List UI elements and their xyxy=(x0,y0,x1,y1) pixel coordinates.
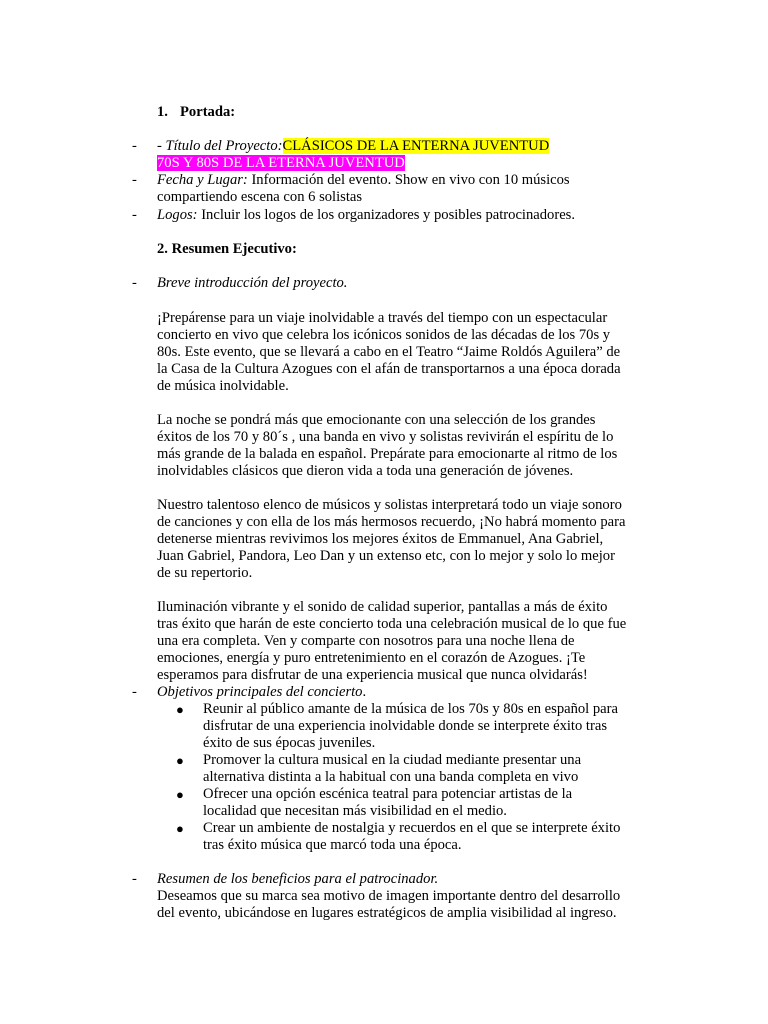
fecha-lugar-label: Fecha y Lugar: xyxy=(157,172,248,188)
project-title-subtitle: 70S Y 80S DE LA ETERNA JUVENTUD xyxy=(157,155,405,171)
paragraph-4-line: Iluminación vibrante y el sonido de calidad superior, pantallas a más de éxito xyxy=(157,599,608,615)
list-dash: - xyxy=(132,172,137,188)
paragraph-3-line: Nuestro talentoso elenco de músicos y solistas interpretará todo un viaje sonoro xyxy=(157,497,622,513)
list-dash: - xyxy=(132,684,137,700)
list-dash: - xyxy=(132,275,137,291)
beneficios-text-line: Deseamos que su marca sea motivo de imagen importante dentro del desarrollo xyxy=(157,888,621,904)
paragraph-4-line: tras éxito que harán de este concierto toda una celebración musical de lo que fue xyxy=(157,616,627,632)
paragraph-4-line: emociones, energía y puro entretenimiento en el corazón de Azogues. ¡Te xyxy=(157,650,586,666)
paragraph-4-line: esperamos para disfrutar de una experiencia musical que nunca olvidarás! xyxy=(157,667,588,683)
paragraph-1-line: 80s. Este evento, que se llevará a cabo en el Teatro “Jaime Roldós Aguilera” de xyxy=(157,344,621,360)
paragraph-2-line: éxitos de los 70 y 80´s , una banda en vivo y solistas revivirán el espíritu de lo xyxy=(157,429,614,445)
bullet-icon: ● xyxy=(176,787,184,802)
paragraph-3-line: de su repertorio. xyxy=(157,565,253,581)
paragraph-2-line: inolvidables clásicos que dieron vida a toda una generación de jóvenes. xyxy=(157,463,574,479)
bullet-icon: ● xyxy=(176,821,184,836)
section-2-heading: 2. Resumen Ejecutivo: xyxy=(157,241,297,257)
project-title-line xyxy=(157,138,549,155)
objetivos-period: . xyxy=(362,684,367,700)
paragraph-1-line: ¡Prepárense para un viaje inolvidable a través del tiempo con un espectacular xyxy=(157,310,608,326)
objetivos-line xyxy=(157,684,366,701)
beneficios-label: Resumen de los beneficios para el patrocinador. xyxy=(157,871,439,887)
project-title-value: CLÁSICOS DE LA ENTERNA JUVENTUD xyxy=(282,138,550,154)
logos-label: Logos: xyxy=(157,207,198,223)
paragraph-3-line: de canciones y con ella de los más hermosos recuerdo, ¡No habrá momento para xyxy=(157,514,626,530)
objetivo-item-line: Promover la cultura musical en la ciudad mediante presentar una xyxy=(203,752,582,768)
fecha-lugar-line xyxy=(157,172,570,189)
project-title-line-2 xyxy=(157,155,405,172)
objetivo-item-line: tras éxito música que marcó toda una época. xyxy=(203,837,462,853)
objetivo-item-line: alternativa distinta a la habitual con una banda completa en vivo xyxy=(203,769,579,785)
paragraph-2-line: más grande de la balada en español. Prepárate para emocionarte al ritmo de los xyxy=(157,446,618,462)
objetivo-item-line: disfrutar de una experiencia inolvidable donde se interprete éxito tras xyxy=(203,718,608,734)
paragraph-1-line: concierto en vivo que celebra los icónicos sonidos de las décadas de los 70s y xyxy=(157,327,611,343)
paragraph-3-line: Juan Gabriel, Pandora, Leo Dan y un extenso etc, con lo mejor y solo lo mejor xyxy=(157,548,615,564)
intro-label: Breve introducción del proyecto. xyxy=(157,275,348,291)
list-dash: - xyxy=(132,871,137,887)
beneficios-text-line: del evento, ubicándose en lugares estratégicos de amplia visibilidad al ingreso. xyxy=(157,905,617,921)
bullet-icon: ● xyxy=(176,753,184,768)
logos-line xyxy=(157,207,575,224)
logos-text: Incluir los logos de los organizadores y posibles patrocinadores. xyxy=(197,207,576,223)
objetivo-item-line: Crear un ambiente de nostalgia y recuerdos en el que se interprete éxito xyxy=(203,820,621,836)
project-title-label: - Título del Proyecto: xyxy=(157,138,283,154)
paragraph-1-line: de música inolvidable. xyxy=(157,378,289,394)
list-dash: - xyxy=(132,207,137,223)
objetivo-item-line: Ofrecer una opción escénica teatral para potenciar artistas de la xyxy=(203,786,573,802)
objetivos-label: Objetivos principales del concierto xyxy=(157,684,363,700)
objetivo-item-line: éxito de sus épocas juveniles. xyxy=(203,735,376,751)
paragraph-2-line: La noche se pondrá más que emocionante con una selección de los grandes xyxy=(157,412,596,428)
paragraph-1-line: la Casa de la Cultura Azogues con el afán de transportarnos a una época dorada xyxy=(157,361,621,377)
objetivo-item-line: localidad que necesitan más visibilidad en el medio. xyxy=(203,803,507,819)
bullet-icon: ● xyxy=(176,702,184,717)
fecha-lugar-line-2: compartiendo escena con 6 solistas xyxy=(157,189,363,205)
paragraph-4-line: una era completa. Ven y comparte con nosotros para una noche llena de xyxy=(157,633,575,649)
section-1-number: 1. xyxy=(157,104,168,120)
objetivo-item-line: Reunir al público amante de la música de los 70s y 80s en español para xyxy=(203,701,618,717)
section-1-heading: Portada: xyxy=(180,104,236,120)
paragraph-3-line: detenerse mientras revivimos los mejores éxitos de Emmanuel, Ana Gabriel, xyxy=(157,531,604,547)
list-dash: - xyxy=(132,138,137,154)
fecha-lugar-text: Información del evento. Show en vivo con 10 músicos xyxy=(247,172,570,188)
